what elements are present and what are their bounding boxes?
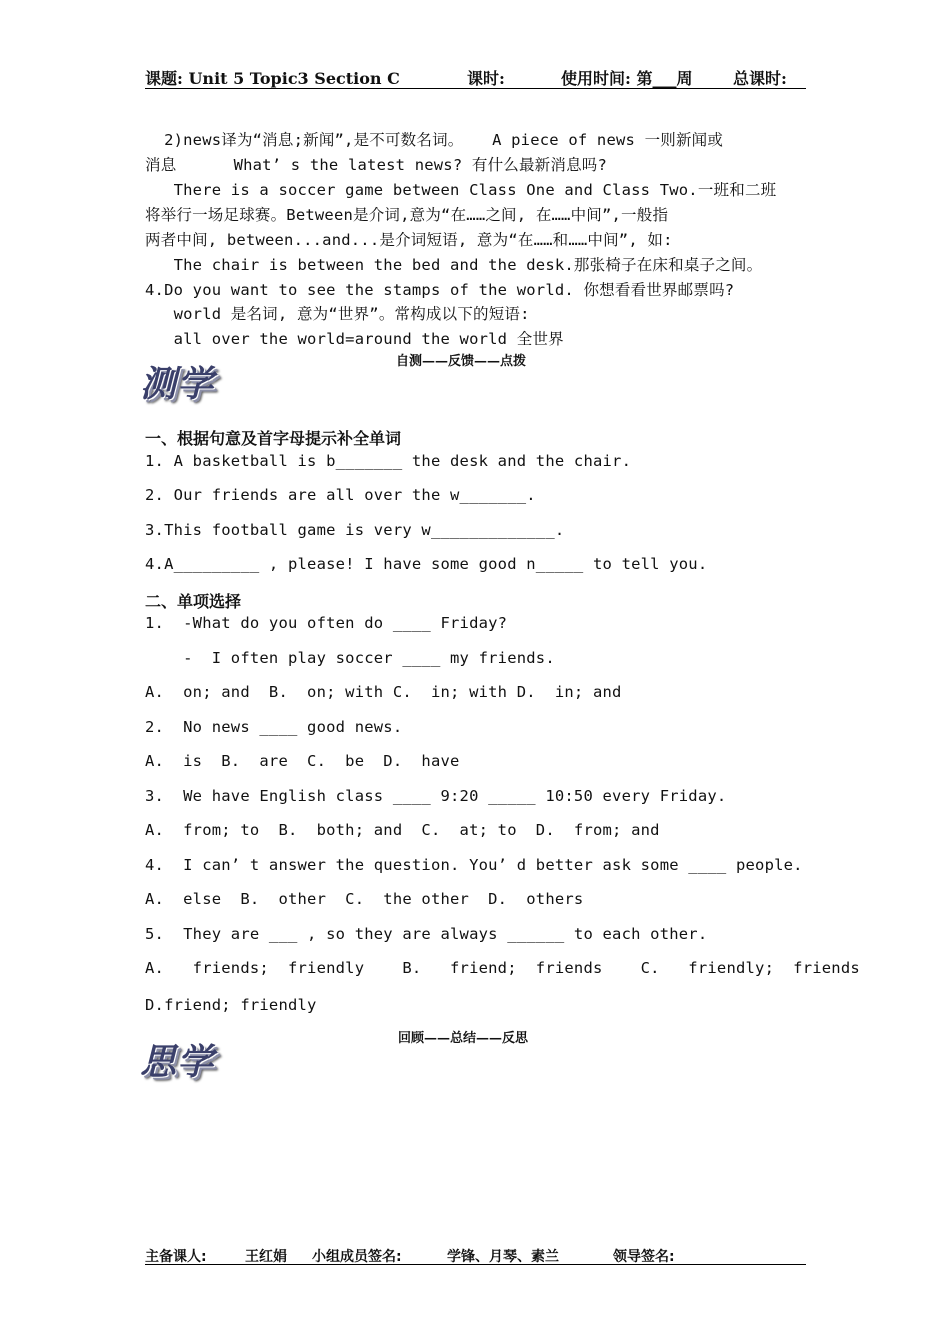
header-usage-time: 使用时间: 第___周 [561, 69, 693, 88]
review-stamp-logo: 思学 [140, 1041, 215, 1083]
exercise-item: A. friends; friendly B. friend; friends C. friendly; friends [145, 959, 860, 977]
note-line: 4.Do you want to see the stamps of the world. 你想看看世界邮票吗? [145, 281, 735, 299]
footer-preparer-label: 主备课人: [145, 1249, 207, 1265]
exercise-item: 4. I can’ t answer the question. You’ d better ask some ____ people. [145, 856, 803, 874]
exercise-item: 1. -What do you often do ____ Friday? [145, 614, 508, 632]
exercise-item: 3.This football game is very w_____________. [145, 521, 565, 539]
exercise-item: 3. We have English class ____ 9:20 _____ 10:50 every Friday. [145, 787, 727, 805]
note-line: The chair is between the bed and the desk.那张椅子在床和桌子之间。 [145, 256, 763, 274]
exercise-item: A. else B. other C. the other D. others [145, 890, 584, 908]
page-header [145, 66, 806, 89]
part1-title: 一、根据句意及首字母提示补全单词 [145, 429, 402, 448]
exercise-item: 4.A_________ , please! I have some good n_____ to tell you. [145, 555, 708, 573]
note-line: 2)news译为“消息;新闻”,是不可数名词。 A piece of news 一则新闻或 [145, 131, 724, 149]
exercise-item: 1. A basketball is b_______ the desk and the chair. [145, 452, 632, 470]
note-line: There is a soccer game between Class One and Class Two.一班和二班 [145, 181, 777, 199]
review-banner: 回顾——总结——反思 [398, 1031, 529, 1046]
test-banner: 自测——反馈——点拨 [396, 354, 527, 369]
exercise-item: 2. No news ____ good news. [145, 718, 403, 736]
exercise-item: - I often play soccer ____ my friends. [145, 649, 555, 667]
note-line: 两者中间, between...and...是介词短语, 意为“在……和……中间”, 如: [145, 231, 673, 249]
footer-members: 学锋、月琴、素兰 [447, 1249, 559, 1265]
footer-leader-label: 领导签名: [613, 1249, 675, 1265]
note-line: all over the world=around the world 全世界 [145, 330, 564, 348]
exercise-item: 5. They are ___ , so they are always ______ to each other. [145, 925, 708, 943]
note-line: 消息 What’ s the latest news? 有什么最新消息吗? [145, 156, 608, 174]
header-total-periods: 总课时: [733, 69, 787, 88]
footer-preparer-name: 王红娟 [245, 1249, 287, 1265]
page-footer [145, 1246, 806, 1265]
exercise-item: D.friend; friendly [145, 996, 317, 1014]
exercise-item: A. on; and B. on; with C. in; with D. in; and [145, 683, 622, 701]
header-period: 课时: [467, 69, 505, 88]
test-stamp-logo: 测学 [140, 363, 215, 405]
note-line: 将举行一场足球赛。Between是介词,意为“在……之间, 在……中间”,一般指 [145, 206, 669, 224]
exercise-item: A. is B. are C. be D. have [145, 752, 460, 770]
footer-members-label: 小组成员签名: [312, 1249, 402, 1265]
exercise-item: 2. Our friends are all over the w_______. [145, 486, 536, 504]
header-topic: 课题: Unit 5 Topic3 Section C [145, 69, 400, 88]
exercise-item: A. from; to B. both; and C. at; to D. from; and [145, 821, 660, 839]
note-line: world 是名词, 意为“世界”。常构成以下的短语: [145, 305, 530, 323]
part2-title: 二、单项选择 [145, 592, 242, 611]
